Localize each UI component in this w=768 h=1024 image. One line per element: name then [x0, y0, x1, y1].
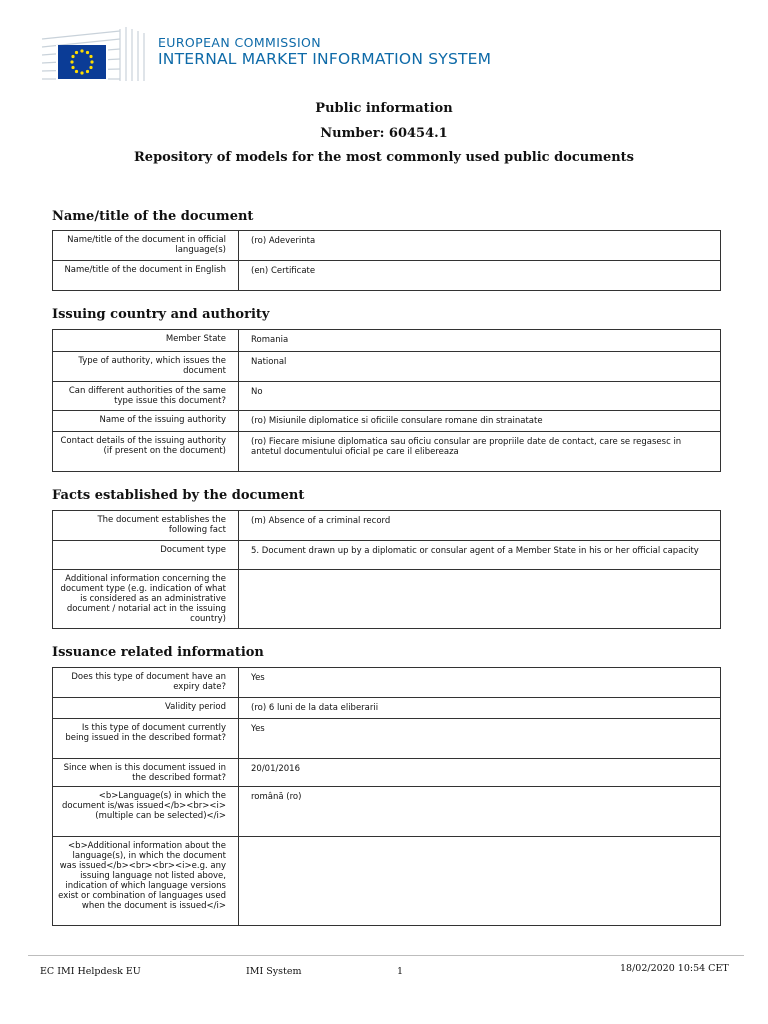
table-row — [53, 698, 721, 719]
row-label: Does this type of document have an expiry date? — [53, 668, 239, 698]
section-heading-facts: Facts established by the document — [52, 488, 305, 503]
row-value: română (ro) — [239, 787, 721, 837]
row-label: Document type — [53, 541, 239, 570]
row-value: (ro) Adeverinta — [239, 231, 721, 261]
table-row — [53, 759, 721, 787]
row-label: Since when is this document issued in the described format? — [53, 759, 239, 787]
row-value: (ro) Fiecare misiune diplomatica sau oficiu consular are propriile date de contact, care se regasesc in antetul documentului oficial pe care il elibereaza — [239, 432, 721, 472]
row-label: Contact details of the issuing authority (if present on the document) — [53, 432, 239, 472]
public-information-title: Public information — [315, 101, 453, 116]
row-value: (ro) 6 luni de la data eliberarii — [239, 698, 721, 719]
row-label: Name of the issuing authority — [53, 411, 239, 432]
row-value: No — [239, 382, 721, 411]
row-label: Name/title of the document in official language(s) — [53, 231, 239, 261]
table-row — [53, 352, 721, 382]
section-heading-name-title: Name/title of the document — [52, 209, 254, 224]
row-label: <b>Language(s) in which the document is/was issued</b><br><i>(multiple can be selected)</i> — [53, 787, 239, 837]
org-line-1: EUROPEAN COMMISSION — [158, 35, 322, 50]
table-row — [53, 432, 721, 472]
table-row — [53, 668, 721, 698]
table-row — [53, 570, 721, 629]
row-value: 20/01/2016 — [239, 759, 721, 787]
issuing-table — [52, 329, 721, 472]
facts-table — [52, 510, 721, 629]
row-value: Romania — [239, 330, 721, 352]
footer-datetime: 18/02/2020 10:54 CET — [620, 963, 729, 974]
row-label: The document establishes the following fact — [53, 511, 239, 541]
row-value: National — [239, 352, 721, 382]
row-value — [239, 837, 721, 926]
row-value: Yes — [239, 719, 721, 759]
row-value: (ro) Misiunile diplomatice si oficiile consulare romane din strainatate — [239, 411, 721, 432]
table-row — [53, 261, 721, 291]
european-commission-logo — [34, 25, 152, 83]
row-label: Name/title of the document in English — [53, 261, 239, 291]
row-label: Type of authority, which issues the document — [53, 352, 239, 382]
row-label: Member State — [53, 330, 239, 352]
table-row — [53, 330, 721, 352]
row-label: Additional information concerning the document type (e.g. indication of what is considered as an administrative document / notarial act in the issuing country) — [53, 570, 239, 629]
row-label: <b>Additional information about the language(s), in which the document was issued</b><br><br><i>e.g. any issuing language not listed above, indication of which language versions exist or combination of languages used when the document is issued</i> — [53, 837, 239, 926]
table-row — [53, 411, 721, 432]
row-label: Is this type of document currently being issued in the described format? — [53, 719, 239, 759]
row-value: (en) Certificate — [239, 261, 721, 291]
issuance-table — [52, 667, 721, 926]
table-row — [53, 787, 721, 837]
row-value: 5. Document drawn up by a diplomatic or consular agent of a Member State in his or her official capacity — [239, 541, 721, 570]
organization-name — [158, 37, 491, 67]
row-label: Can different authorities of the same type issue this document? — [53, 382, 239, 411]
section-heading-issuance: Issuance related information — [52, 645, 264, 660]
footer-helpdesk: EC IMI Helpdesk EU — [40, 966, 141, 977]
row-value: Yes — [239, 668, 721, 698]
footer-system: IMI System — [246, 966, 302, 977]
document-number: Number: 60454.1 — [320, 126, 448, 141]
table-row — [53, 719, 721, 759]
table-row — [53, 511, 721, 541]
row-label: Validity period — [53, 698, 239, 719]
section-heading-issuing: Issuing country and authority — [52, 307, 270, 322]
name-title-table — [52, 230, 721, 291]
footer-page-number: 1 — [397, 966, 404, 977]
table-row — [53, 231, 721, 261]
table-row — [53, 541, 721, 570]
table-row — [53, 382, 721, 411]
table-row — [53, 837, 721, 926]
row-value: (m) Absence of a criminal record — [239, 511, 721, 541]
footer-divider — [28, 955, 744, 956]
repository-title: Repository of models for the most commonly used public documents — [134, 150, 634, 165]
org-line-2: INTERNAL MARKET INFORMATION SYSTEM — [158, 49, 492, 68]
row-value — [239, 570, 721, 629]
